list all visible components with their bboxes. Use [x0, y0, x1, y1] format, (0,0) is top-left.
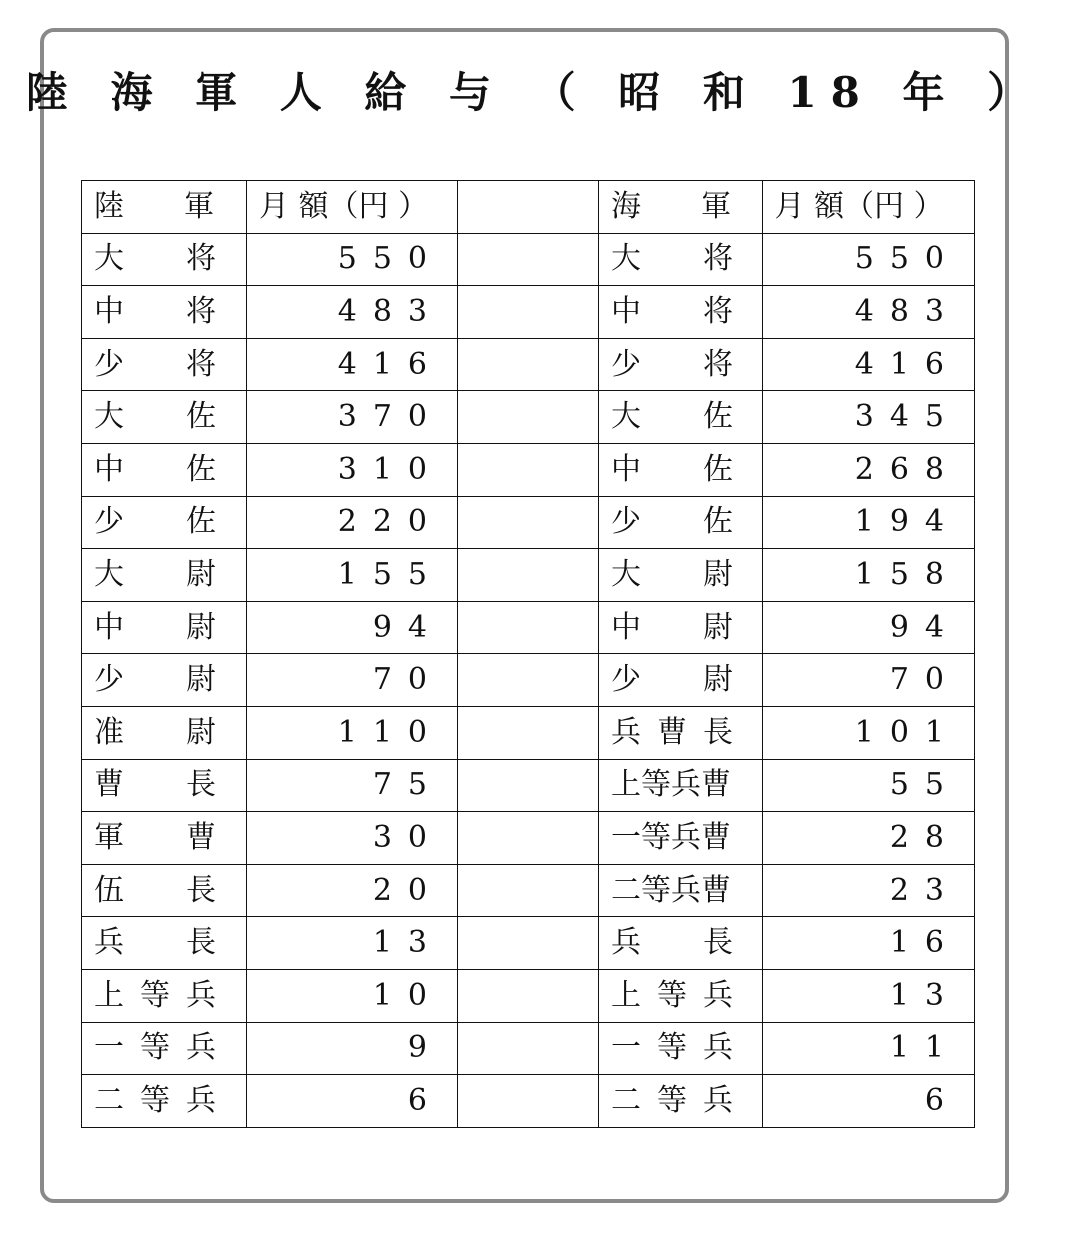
navy-table-row [599, 391, 975, 444]
navy-rank-cell [599, 391, 763, 444]
navy-table-row [599, 233, 975, 286]
navy-amount-cell: 70 [762, 654, 974, 707]
army-table-row [82, 233, 599, 286]
army-amount-cell: 94 [247, 601, 458, 654]
navy-table-row [599, 601, 975, 654]
navy-amount-cell: 483 [762, 286, 974, 339]
navy-rank-cell [599, 601, 763, 654]
army-spacer-cell [458, 759, 599, 812]
navy-rank-cell [599, 969, 763, 1022]
salary-tables [81, 180, 975, 1154]
navy-table-row [599, 812, 975, 865]
navy-rank-label: 中 将 [611, 293, 733, 329]
navy-rank-label: 少 尉 [611, 662, 733, 698]
army-rank-label: 二 等 兵 [94, 1082, 216, 1118]
army-rank-cell [82, 338, 247, 391]
army-rank-cell [82, 759, 247, 812]
navy-rank-cell [599, 233, 763, 286]
navy-rank-cell [599, 1022, 763, 1075]
army-amount-cell: 70 [247, 654, 458, 707]
army-rank-cell [82, 969, 247, 1022]
army-rank-label: 伍 長 [94, 872, 216, 908]
army-amount-cell: 110 [247, 706, 458, 759]
navy-rank-cell [599, 443, 763, 496]
army-amount-cell: 9 [247, 1022, 458, 1075]
army-rank-cell [82, 654, 247, 707]
army-header-amount: 月 額（円 ） [247, 181, 458, 234]
army-table-row [82, 601, 599, 654]
army-salary-table [81, 180, 599, 1128]
navy-table-row [599, 917, 975, 970]
army-table-row [82, 917, 599, 970]
army-amount-cell: 30 [247, 812, 458, 865]
navy-amount-cell: 94 [762, 601, 974, 654]
army-spacer-cell [458, 917, 599, 970]
navy-rank-label: 少 将 [611, 346, 733, 382]
army-header-rank: 陸 軍 [82, 181, 247, 234]
navy-table-row [599, 706, 975, 759]
army-table-row [82, 1075, 599, 1128]
army-spacer-cell [458, 443, 599, 496]
navy-amount-cell: 416 [762, 338, 974, 391]
army-spacer-cell [458, 969, 599, 1022]
navy-rank-cell [599, 1075, 763, 1128]
army-rank-label: 中 尉 [94, 609, 216, 645]
navy-rank-label: 中 尉 [611, 609, 733, 645]
navy-table-row [599, 549, 975, 602]
army-table-row [82, 969, 599, 1022]
army-table-row [82, 338, 599, 391]
navy-table-row [599, 496, 975, 549]
navy-amount-cell: 550 [762, 233, 974, 286]
page-title: 陸 海 軍 人 給 与 （ 昭 和 18 年 ） [25, 68, 1044, 117]
navy-rank-label: 一 等 兵 [611, 1030, 733, 1066]
navy-rank-label: 少 佐 [611, 504, 733, 540]
army-rank-cell [82, 286, 247, 339]
navy-rank-label: 二等兵曹 [611, 872, 731, 908]
army-spacer-cell [458, 1022, 599, 1075]
navy-table-row [599, 864, 975, 917]
navy-salary-table [598, 180, 975, 1128]
army-amount-cell: 13 [247, 917, 458, 970]
army-amount-cell: 370 [247, 391, 458, 444]
army-amount-cell: 550 [247, 233, 458, 286]
army-rank-label: 少 将 [94, 346, 216, 382]
navy-table-body [599, 181, 975, 1128]
army-spacer-cell [458, 601, 599, 654]
navy-table-row [599, 654, 975, 707]
army-table-row [82, 864, 599, 917]
army-table-row [82, 286, 599, 339]
navy-amount-cell: 268 [762, 443, 974, 496]
army-amount-cell: 75 [247, 759, 458, 812]
army-spacer-cell [458, 549, 599, 602]
navy-rank-label: 兵 長 [611, 925, 733, 961]
army-table-row [82, 391, 599, 444]
army-rank-cell [82, 917, 247, 970]
army-rank-label: 上 等 兵 [94, 977, 216, 1013]
navy-table-row [599, 338, 975, 391]
navy-amount-cell: 55 [762, 759, 974, 812]
navy-amount-cell: 23 [762, 864, 974, 917]
army-rank-cell [82, 391, 247, 444]
army-rank-label: 准 尉 [94, 714, 216, 750]
army-rank-label: 大 尉 [94, 556, 216, 592]
army-rank-label: 兵 長 [94, 925, 216, 961]
army-rank-cell [82, 812, 247, 865]
army-amount-cell: 416 [247, 338, 458, 391]
army-rank-label: 中 佐 [94, 451, 216, 487]
navy-rank-cell [599, 496, 763, 549]
navy-amount-cell: 11 [762, 1022, 974, 1075]
navy-table-row [599, 443, 975, 496]
navy-amount-cell: 194 [762, 496, 974, 549]
army-spacer-cell [458, 181, 599, 234]
army-rank-label: 少 尉 [94, 662, 216, 698]
navy-amount-cell: 101 [762, 706, 974, 759]
army-amount-cell: 483 [247, 286, 458, 339]
army-rank-cell [82, 1075, 247, 1128]
army-table-row [82, 549, 599, 602]
army-amount-cell: 155 [247, 549, 458, 602]
army-amount-cell: 310 [247, 443, 458, 496]
navy-rank-cell [599, 706, 763, 759]
navy-table-row [599, 969, 975, 1022]
navy-header-rank: 海 軍 [599, 181, 763, 234]
army-spacer-cell [458, 706, 599, 759]
navy-rank-label: 兵 曹 長 [611, 714, 733, 750]
army-table-row [82, 443, 599, 496]
army-spacer-cell [458, 654, 599, 707]
army-spacer-cell [458, 864, 599, 917]
navy-rank-label: 中 佐 [611, 451, 733, 487]
navy-rank-cell [599, 338, 763, 391]
navy-table-row [599, 759, 975, 812]
navy-rank-label: 上等兵曹 [611, 767, 731, 803]
navy-amount-cell: 345 [762, 391, 974, 444]
army-rank-cell [82, 601, 247, 654]
army-amount-cell: 20 [247, 864, 458, 917]
army-rank-cell [82, 549, 247, 602]
army-table-row [82, 812, 599, 865]
navy-rank-label: 大 尉 [611, 556, 733, 592]
army-rank-cell [82, 706, 247, 759]
navy-amount-cell: 16 [762, 917, 974, 970]
army-rank-label: 大 佐 [94, 399, 216, 435]
navy-amount-cell: 28 [762, 812, 974, 865]
army-rank-label: 大 将 [94, 241, 216, 277]
army-spacer-cell [458, 391, 599, 444]
army-table-row [82, 654, 599, 707]
army-spacer-cell [458, 1075, 599, 1128]
army-table-row [82, 496, 599, 549]
army-amount-cell: 6 [247, 1075, 458, 1128]
navy-amount-cell: 158 [762, 549, 974, 602]
navy-rank-cell [599, 286, 763, 339]
navy-rank-label: 大 佐 [611, 399, 733, 435]
navy-rank-cell [599, 864, 763, 917]
navy-table-row [599, 1022, 975, 1075]
navy-rank-cell [599, 812, 763, 865]
army-table-row [82, 1022, 599, 1075]
navy-rank-label: 大 将 [611, 241, 733, 277]
army-amount-cell: 220 [247, 496, 458, 549]
army-table-row [82, 759, 599, 812]
army-rank-label: 中 将 [94, 293, 216, 329]
navy-rank-cell [599, 549, 763, 602]
navy-header-row [599, 181, 975, 234]
army-rank-cell [82, 864, 247, 917]
navy-amount-cell: 13 [762, 969, 974, 1022]
army-table-body [82, 181, 599, 1128]
army-spacer-cell [458, 233, 599, 286]
navy-amount-cell: 6 [762, 1075, 974, 1128]
army-spacer-cell [458, 338, 599, 391]
army-rank-cell [82, 496, 247, 549]
navy-rank-label: 二 等 兵 [611, 1082, 733, 1118]
army-rank-label: 一 等 兵 [94, 1030, 216, 1066]
navy-rank-cell [599, 654, 763, 707]
army-amount-cell: 10 [247, 969, 458, 1022]
army-rank-cell [82, 443, 247, 496]
army-rank-cell [82, 1022, 247, 1075]
army-spacer-cell [458, 286, 599, 339]
navy-table-row [599, 286, 975, 339]
army-rank-cell [82, 233, 247, 286]
army-header-row [82, 181, 599, 234]
army-rank-label: 少 佐 [94, 504, 216, 540]
army-rank-label: 曹 長 [94, 767, 216, 803]
navy-header-amount: 月 額（円 ） [762, 181, 974, 234]
navy-rank-label: 上 等 兵 [611, 977, 733, 1013]
army-spacer-cell [458, 496, 599, 549]
army-table-row [82, 706, 599, 759]
navy-rank-label: 一等兵曹 [611, 819, 731, 855]
army-spacer-cell [458, 812, 599, 865]
navy-table-row [599, 1075, 975, 1128]
army-rank-label: 軍 曹 [94, 819, 216, 855]
navy-rank-cell [599, 917, 763, 970]
navy-rank-cell [599, 759, 763, 812]
